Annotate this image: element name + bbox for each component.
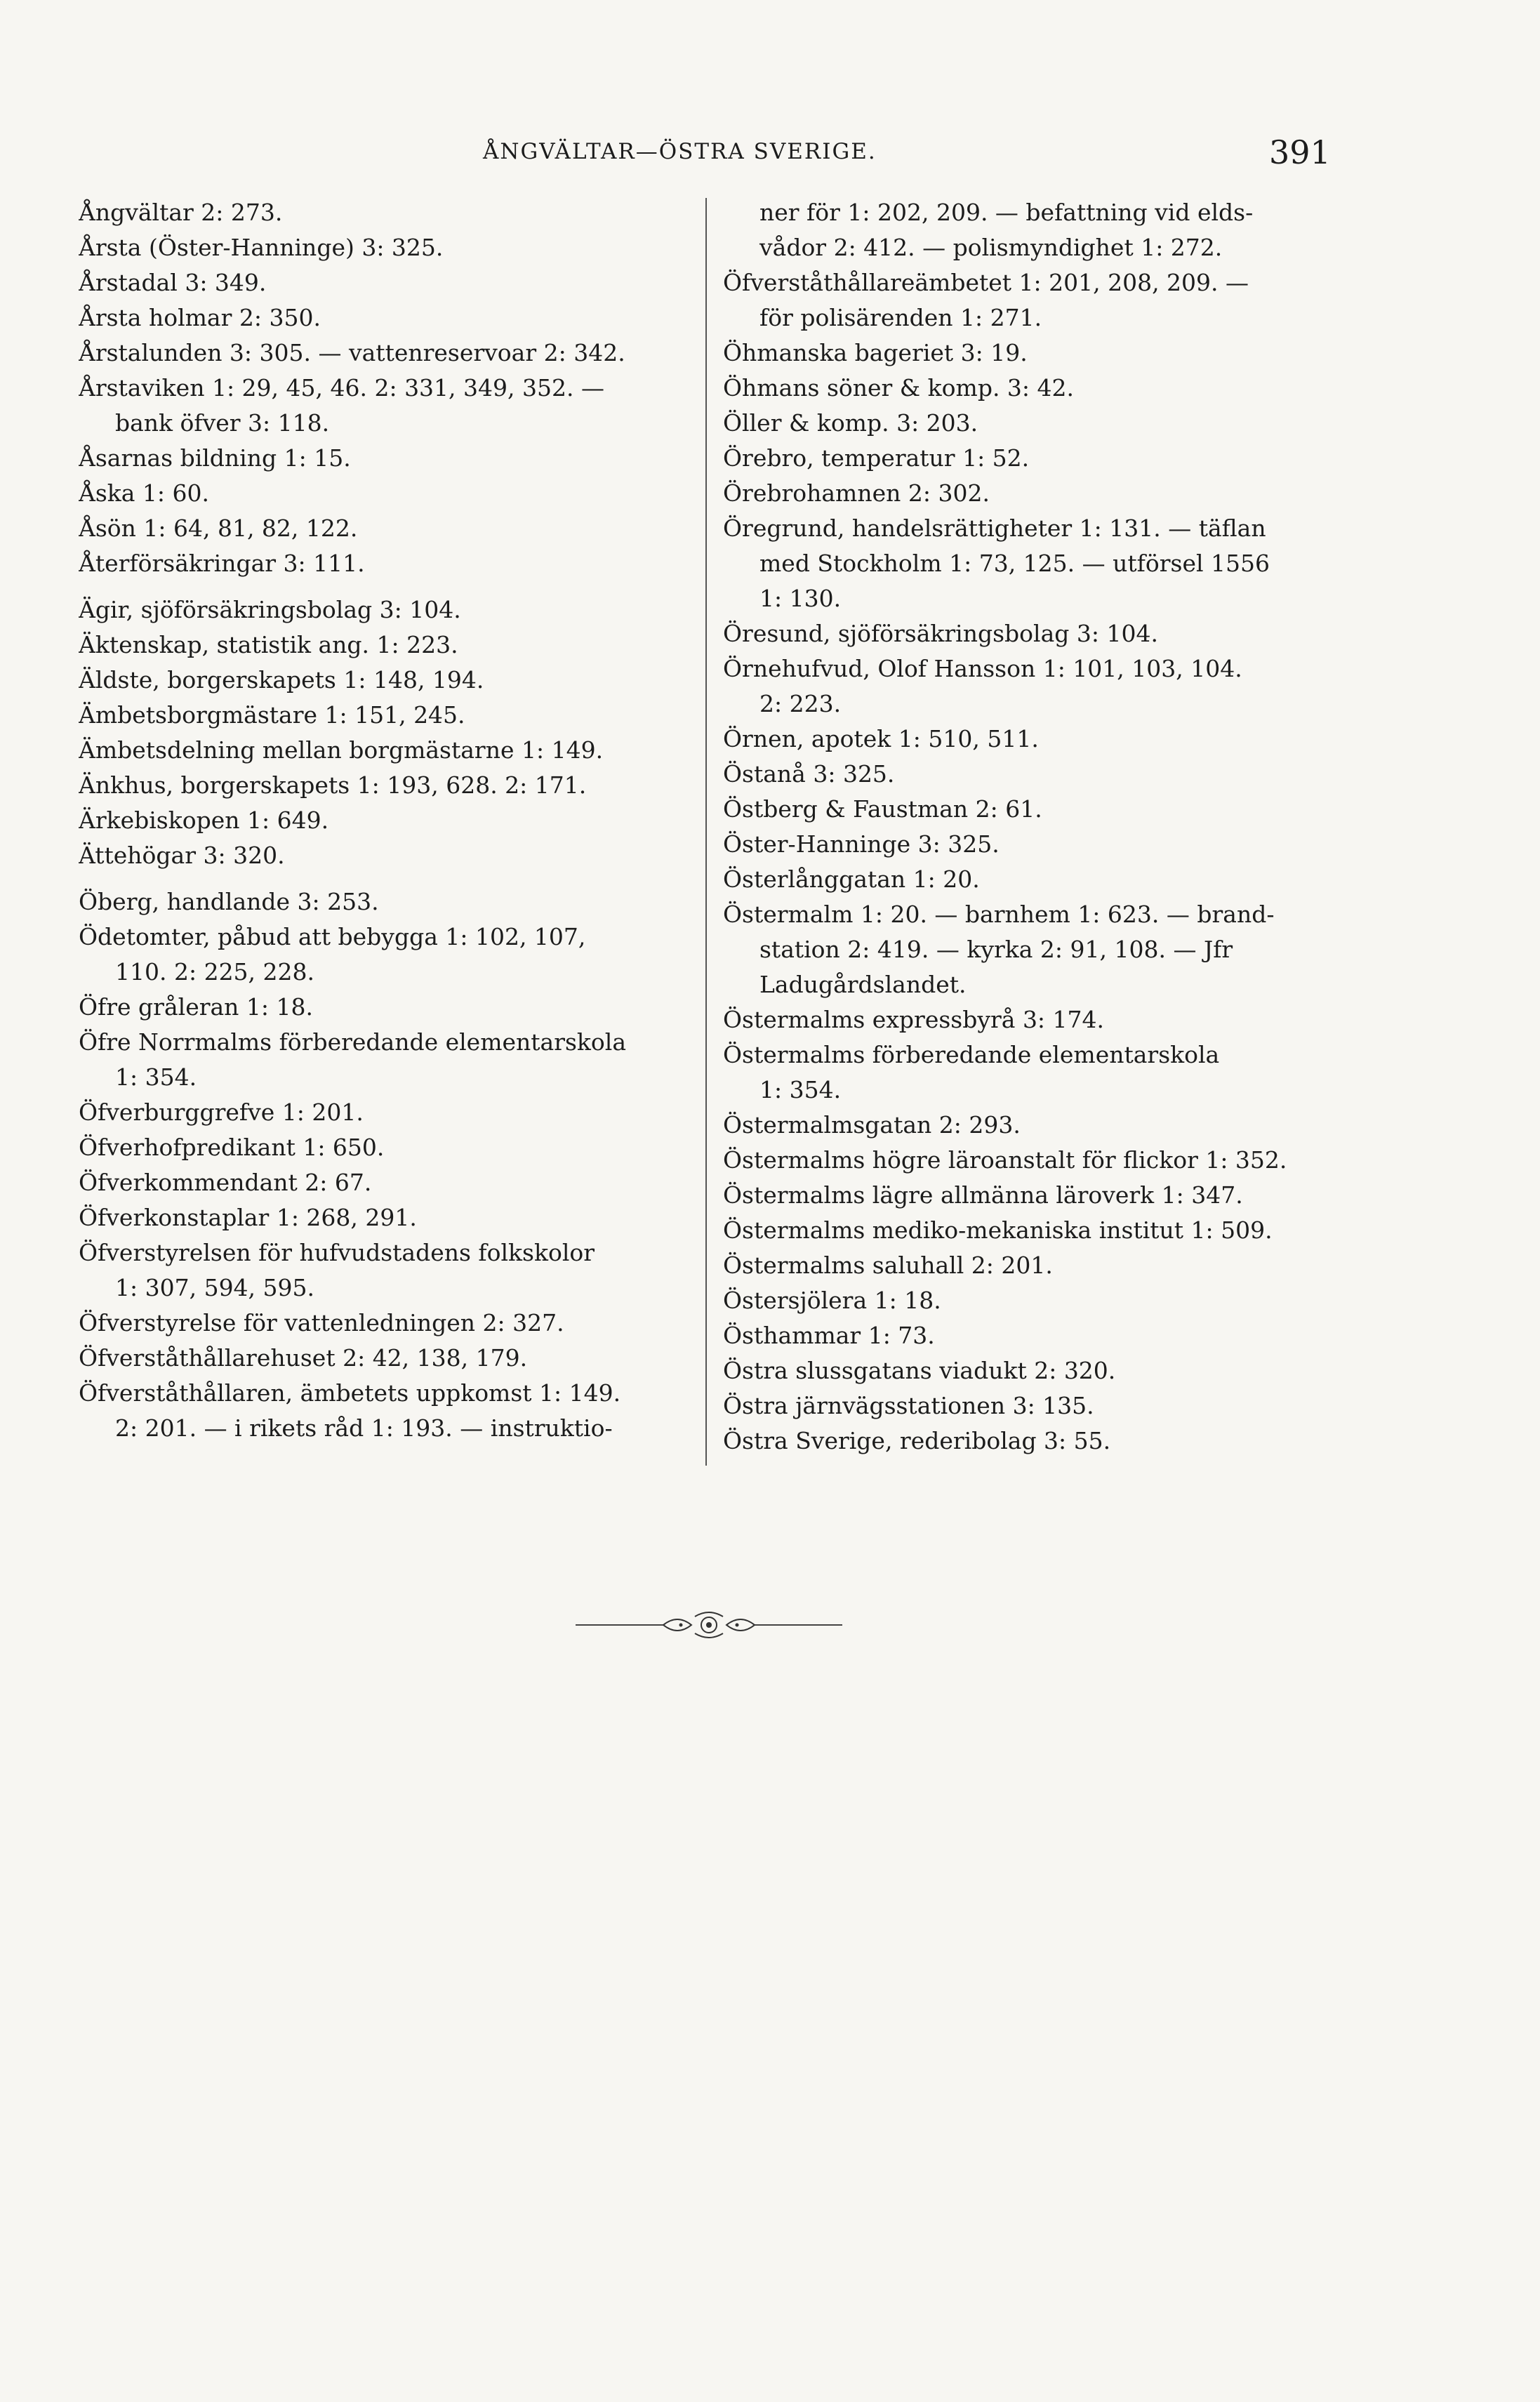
- index-entry: Örebro, temperatur 1: 52.: [723, 444, 1030, 472]
- index-entry: Östermalms expressbyrå 3: 174.: [723, 1006, 1105, 1033]
- index-entry: Öfverståthållareämbetet 1: 201, 208, 209. —: [723, 269, 1249, 296]
- index-entry-continuation: ner för 1: 202, 209. — befattning vid elds-: [759, 199, 1254, 226]
- index-entry: Ämbetsdelning mellan borgmästarne 1: 149.: [79, 736, 604, 764]
- index-entry: Östra Sverige, rederibolag 3: 55.: [723, 1427, 1111, 1454]
- index-entry: Årstaviken 1: 29, 45, 46. 2: 331, 349, 352. —: [79, 374, 604, 402]
- index-entry: Öfre Norrmalms förberedande elementarskola: [79, 1028, 627, 1056]
- index-entry-continuation: 1: 354.: [759, 1076, 842, 1103]
- index-entry: Öfverhofpredikant 1: 650.: [79, 1134, 385, 1161]
- index-entry: Öfverståthållarehuset 2: 42, 138, 179.: [79, 1344, 528, 1372]
- index-entry: Öresund, sjöförsäkringsbolag 3: 104.: [723, 620, 1158, 647]
- index-entry: Örnen, apotek 1: 510, 511.: [723, 725, 1039, 752]
- index-column-right: [723, 195, 1334, 1459]
- index-entry: Öller & komp. 3: 203.: [723, 409, 978, 437]
- index-entry-continuation: vådor 2: 412. — polismyndighet 1: 272.: [759, 234, 1223, 261]
- index-entry: Årsta (Öster-Hanninge) 3: 325.: [79, 234, 444, 261]
- index-entry: Österlånggatan 1: 20.: [723, 865, 980, 893]
- index-entry: Äktenskap, statistik ang. 1: 223.: [79, 631, 458, 658]
- index-entry: Östra slussgatans viadukt 2: 320.: [723, 1357, 1116, 1384]
- index-entry: Öregrund, handelsrättigheter 1: 131. — täflan: [723, 515, 1266, 542]
- index-entry: Östra järnvägsstationen 3: 135.: [723, 1392, 1094, 1419]
- index-entry: Östanå 3: 325.: [723, 760, 895, 788]
- index-entry: Östermalms högre läroanstalt för flickor 1: 352.: [723, 1146, 1287, 1174]
- index-entry: Ämbetsborgmästare 1: 151, 245.: [79, 701, 465, 729]
- index-entry: Öfre gråleran 1: 18.: [79, 993, 313, 1021]
- page-number: 391: [1269, 133, 1331, 171]
- index-entry-continuation: station 2: 419. — kyrka 2: 91, 108. — Jfr: [759, 936, 1233, 963]
- index-entry: Ättehögar 3: 320.: [79, 842, 285, 869]
- index-entry-continuation: för polisärenden 1: 271.: [759, 304, 1042, 331]
- ornament-icon: [576, 1604, 842, 1646]
- index-entry: Öfverkommendant 2: 67.: [79, 1169, 372, 1196]
- index-entry: Åsön 1: 64, 81, 82, 122.: [79, 515, 358, 542]
- index-entry-continuation: 2: 201. — i rikets råd 1: 193. — instruktio-: [115, 1414, 613, 1442]
- column-divider: [705, 198, 707, 1466]
- index-entry-continuation: 2: 223.: [759, 690, 842, 717]
- index-entry-continuation: 110. 2: 225, 228.: [115, 958, 315, 986]
- index-column-left: [79, 195, 689, 1446]
- index-entry: Årstalunden 3: 305. — vattenreservoar 2: 342.: [79, 339, 625, 366]
- index-entry: Årsta holmar 2: 350.: [79, 304, 321, 331]
- index-entry: Öfverkonstaplar 1: 268, 291.: [79, 1204, 417, 1231]
- index-entry: Ödetomter, påbud att bebygga 1: 102, 107,: [79, 923, 586, 950]
- running-head: ÅNGVÄLTAR—ÖSTRA SVERIGE.: [483, 139, 877, 164]
- index-entry-continuation: 1: 307, 594, 595.: [115, 1274, 315, 1301]
- index-entry: Östberg & Faustman 2: 61.: [723, 795, 1042, 823]
- index-entry: Östermalms mediko-mekaniska institut 1: 509.: [723, 1216, 1273, 1244]
- index-entry: Östhammar 1: 73.: [723, 1322, 935, 1349]
- index-entry-continuation: 1: 130.: [759, 585, 842, 612]
- index-entry: Öster-Hanninge 3: 325.: [723, 830, 1000, 858]
- end-ornament: [576, 1604, 842, 1646]
- index-entry: Äldste, borgerskapets 1: 148, 194.: [79, 666, 484, 694]
- index-entry: Änkhus, borgerskapets 1: 193, 628. 2: 171.: [79, 771, 587, 799]
- index-entry: Öfverburggrefve 1: 201.: [79, 1099, 364, 1126]
- index-entry-continuation: bank öfver 3: 118.: [115, 409, 330, 437]
- index-entry: Örebrohamnen 2: 302.: [723, 479, 990, 507]
- index-entry: Åska 1: 60.: [79, 479, 210, 507]
- index-entry: Östermalmsgatan 2: 293.: [723, 1111, 1021, 1139]
- index-entry: Ägir, sjöförsäkringsbolag 3: 104.: [79, 596, 461, 623]
- index-entry: Årstadal 3: 349.: [79, 269, 267, 296]
- page-header: [0, 133, 1540, 175]
- index-entry: Örnehufvud, Olof Hansson 1: 101, 103, 104.: [723, 655, 1242, 682]
- index-entry: Ångvältar 2: 273.: [79, 199, 283, 226]
- index-entry-continuation: Ladugårdslandet.: [759, 971, 967, 998]
- index-entry: Återförsäkringar 3: 111.: [79, 550, 365, 577]
- index-entry: Öhmanska bageriet 3: 19.: [723, 339, 1028, 366]
- index-entry-continuation: 1: 354.: [115, 1063, 197, 1091]
- index-entry: Östermalm 1: 20. — barnhem 1: 623. — brand-: [723, 901, 1275, 928]
- index-entry: Öfverstyrelse för vattenledningen 2: 327.: [79, 1309, 564, 1336]
- index-entry: Åsarnas bildning 1: 15.: [79, 444, 351, 472]
- index-entry: Östermalms saluhall 2: 201.: [723, 1252, 1053, 1279]
- index-entry: Östermalms förberedande elementarskola: [723, 1041, 1220, 1068]
- index-entry-continuation: med Stockholm 1: 73, 125. — utförsel 1556: [759, 550, 1270, 577]
- index-entry: Östermalms lägre allmänna läroverk 1: 347.: [723, 1181, 1243, 1209]
- index-entry: Öfverstyrelsen för hufvudstadens folkskolor: [79, 1239, 595, 1266]
- index-entry: Öfverståthållaren, ämbetets uppkomst 1: 149.: [79, 1379, 621, 1407]
- index-entry: Ärkebiskopen 1: 649.: [79, 807, 329, 834]
- index-entry: Öberg, handlande 3: 253.: [79, 888, 379, 915]
- index-entry: Öhmans söner & komp. 3: 42.: [723, 374, 1075, 402]
- index-entry: Östersjölera 1: 18.: [723, 1287, 941, 1314]
